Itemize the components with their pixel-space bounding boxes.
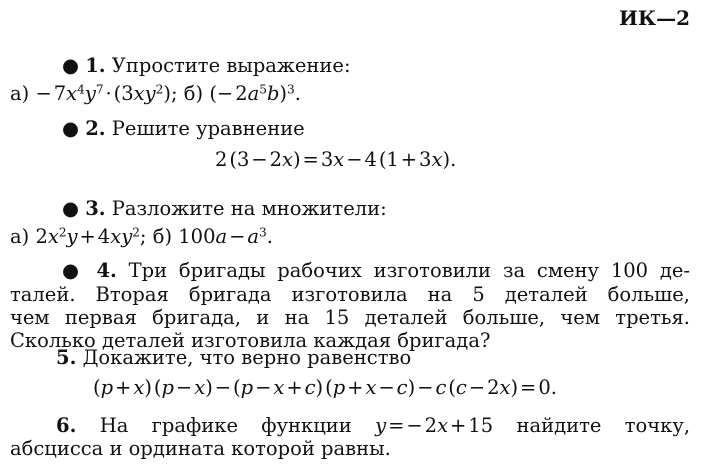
separator: ; xyxy=(139,225,147,248)
task-2-heading xyxy=(0,117,708,141)
task-6-line-2: абсцисса и ордината которой равны. xyxy=(10,437,391,460)
part-a-label: а) xyxy=(10,82,30,105)
separator: ; xyxy=(170,82,178,105)
bullet-icon: ● xyxy=(62,117,80,140)
equation-5: (p + x) (p − x) − (p − x + c) (p + x − c) − c (c − 2x) = 0. xyxy=(93,376,557,399)
task-3-heading xyxy=(0,197,708,221)
function-formula: y = − 2x + 15 xyxy=(375,414,494,437)
task-text: На графике функции xyxy=(99,414,352,437)
task-3-expressions xyxy=(0,225,708,249)
task-text: Три бригады рабочих изготовили за смену 100 де- xyxy=(128,259,690,282)
task-4-line-1 xyxy=(0,259,708,283)
expression-1b: (− $2a^5b)^3$. xyxy=(209,82,301,105)
task-4-line-2: талей. Вторая бригада изготовила на 5 деталей больше, xyxy=(10,283,690,306)
task-number: 4. xyxy=(96,259,117,282)
part-b-label: б) xyxy=(152,225,173,248)
task-4-line-3: чем первая бригада, и на 15 деталей больше, чем третья. xyxy=(10,306,690,329)
bullet-icon: ● xyxy=(62,197,80,220)
bullet-icon: ● xyxy=(62,259,85,282)
task-1-heading xyxy=(0,54,708,78)
expression-3b: 100a − $a^3$. xyxy=(178,225,273,248)
task-text: Докажите, что верно равенство xyxy=(82,346,412,369)
task-4-line-4: Сколько деталей изготовила каждая бригада? xyxy=(10,329,491,352)
bullet-icon: ● xyxy=(62,54,80,77)
part-a-label: а) xyxy=(10,225,30,248)
task-number: 2. xyxy=(85,117,106,140)
task-6-line-1 xyxy=(0,414,708,438)
task-5-heading xyxy=(0,346,708,370)
equation-2: 2 (3 − 2x) = 3x − 4 (1 + 3x). xyxy=(215,148,457,171)
task-text: Разложите на множители: xyxy=(111,197,387,220)
part-b-label: б) xyxy=(183,82,204,105)
task-text: Упростите выражение: xyxy=(111,54,351,77)
task-number: 1. xyxy=(85,54,106,77)
task-text: Решите уравнение xyxy=(111,117,305,140)
task-1-expressions xyxy=(0,82,708,106)
expression-3a: $2x^2y$ + $4xy^2$ xyxy=(35,225,140,248)
task-number: 5. xyxy=(56,346,77,369)
task-text-end: найдите точку, xyxy=(516,414,691,437)
task-number: 6. xyxy=(56,414,77,437)
variant-code: ИК—2 xyxy=(618,6,690,30)
expression-1a: − $7x^4y^7$ · $(3xy^2)$ xyxy=(35,82,171,105)
task-number: 3. xyxy=(85,197,106,220)
